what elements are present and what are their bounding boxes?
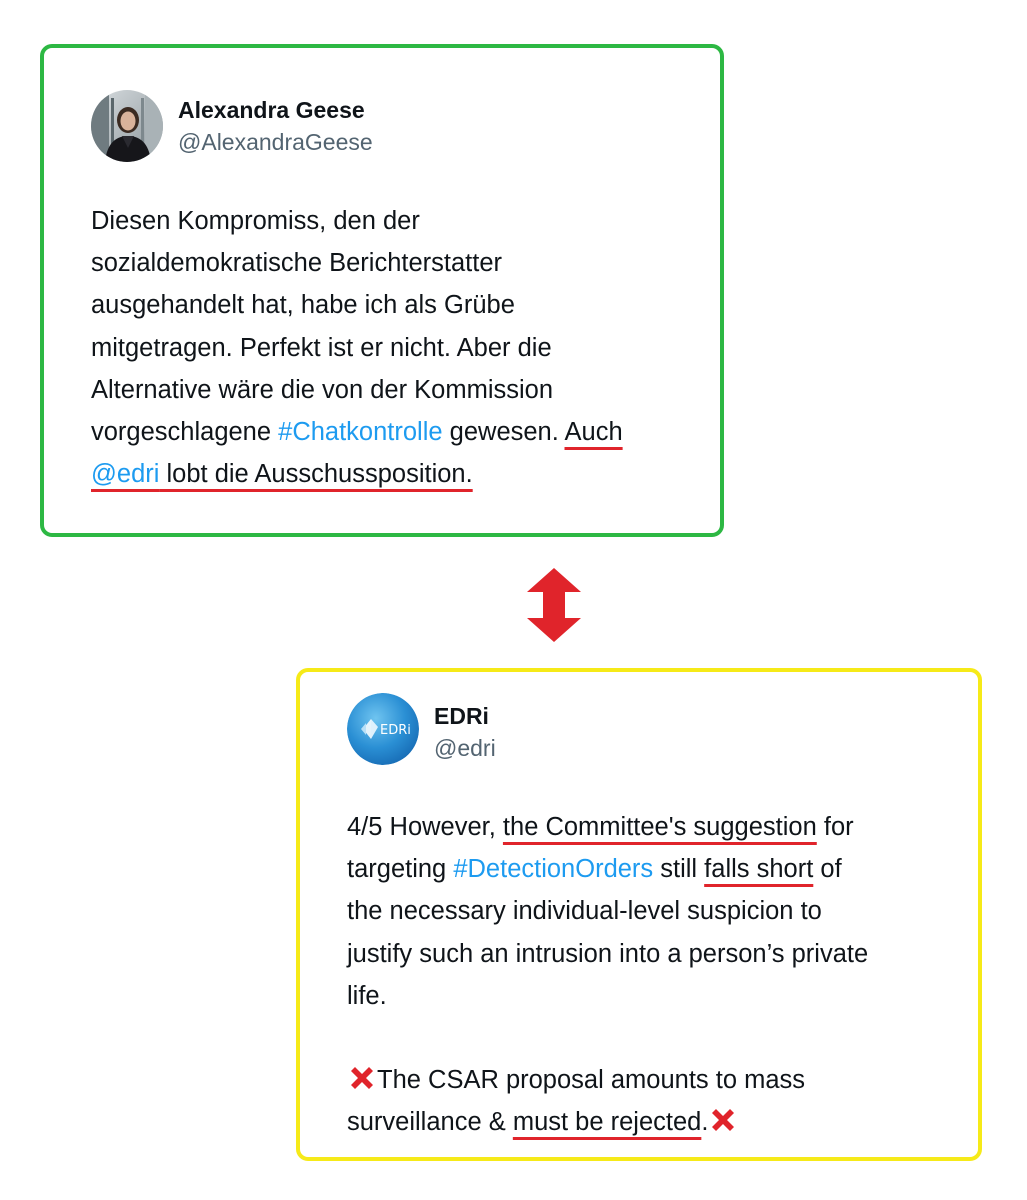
- tweet-card-alexandra-geese: [40, 44, 724, 537]
- cross-mark-icon: [347, 1063, 377, 1093]
- text-segment: still: [653, 855, 705, 884]
- text-line: [347, 1101, 972, 1143]
- author-handle[interactable]: @edri: [434, 735, 496, 761]
- text-line: [91, 242, 711, 284]
- text-line: [347, 1059, 972, 1101]
- blank-line: [347, 1017, 972, 1059]
- text-line: [347, 848, 972, 890]
- hashtag-link-detectionorders[interactable]: #DetectionOrders: [453, 855, 654, 884]
- underlined-text: falls short: [704, 855, 814, 884]
- underlined-text: Auch: [564, 418, 623, 447]
- cross-mark-icon: [708, 1105, 738, 1135]
- avatar[interactable]: [91, 90, 163, 162]
- mention-link-edri[interactable]: @edri: [91, 460, 160, 489]
- edri-logo-icon: [347, 693, 419, 765]
- text-line: [347, 975, 972, 1017]
- underlined-text: the Committee's suggestion: [502, 813, 817, 841]
- text-segment: .: [701, 1108, 709, 1137]
- text-line: [347, 890, 972, 932]
- text-line: [91, 327, 711, 369]
- underlined-text: lobt die Ausschussposition.: [159, 460, 473, 489]
- person-photo-avatar-icon: [91, 90, 163, 162]
- text-line: [91, 453, 711, 495]
- avatar[interactable]: [347, 693, 419, 765]
- text-segment: sozialdemokratische Berichterstatter: [91, 249, 503, 278]
- text-line: [91, 369, 711, 411]
- double-arrow-vertical-icon: [527, 568, 581, 642]
- text-segment: ausgehandelt hat, habe ich als Grübe: [91, 291, 515, 320]
- text-segment: justify such an intrusion into a person’s private: [347, 939, 869, 968]
- tweet-card-edri: [296, 668, 982, 1161]
- author-name[interactable]: Alexandra Geese: [178, 97, 365, 123]
- text-segment: Alternative wäre die von der Kommission: [91, 375, 554, 404]
- text-segment: of: [813, 855, 842, 884]
- text-segment: vorgeschlagene: [91, 418, 279, 447]
- author-name[interactable]: EDRi: [434, 703, 489, 729]
- underlined-text: must be rejected: [512, 1108, 702, 1137]
- text-segment: for: [816, 813, 854, 841]
- text-segment: surveillance &: [347, 1108, 513, 1137]
- text-segment: 4/5 However,: [347, 813, 503, 841]
- tweet-text: [91, 200, 711, 495]
- text-line: [91, 284, 711, 326]
- text-line: [91, 411, 711, 453]
- text-segment: Diesen Kompromiss, den der: [91, 207, 420, 235]
- text-line: [347, 933, 972, 975]
- text-segment: mitgetragen. Perfekt ist er nicht. Aber die: [91, 333, 552, 362]
- author-handle[interactable]: @AlexandraGeese: [178, 129, 373, 155]
- text-segment: the necessary individual-level suspicion to: [347, 897, 822, 926]
- text-line: [347, 806, 972, 848]
- svg-text:EDRi: EDRi: [380, 723, 411, 738]
- text-segment: targeting: [347, 855, 454, 884]
- text-line: [91, 200, 711, 242]
- tweet-text: [347, 806, 972, 1144]
- hashtag-link-chatkontrolle[interactable]: #Chatkontrolle: [278, 418, 443, 447]
- text-segment: life.: [347, 981, 387, 1010]
- text-segment: gewesen.: [442, 418, 565, 447]
- text-segment: The CSAR proposal amounts to mass: [377, 1066, 806, 1095]
